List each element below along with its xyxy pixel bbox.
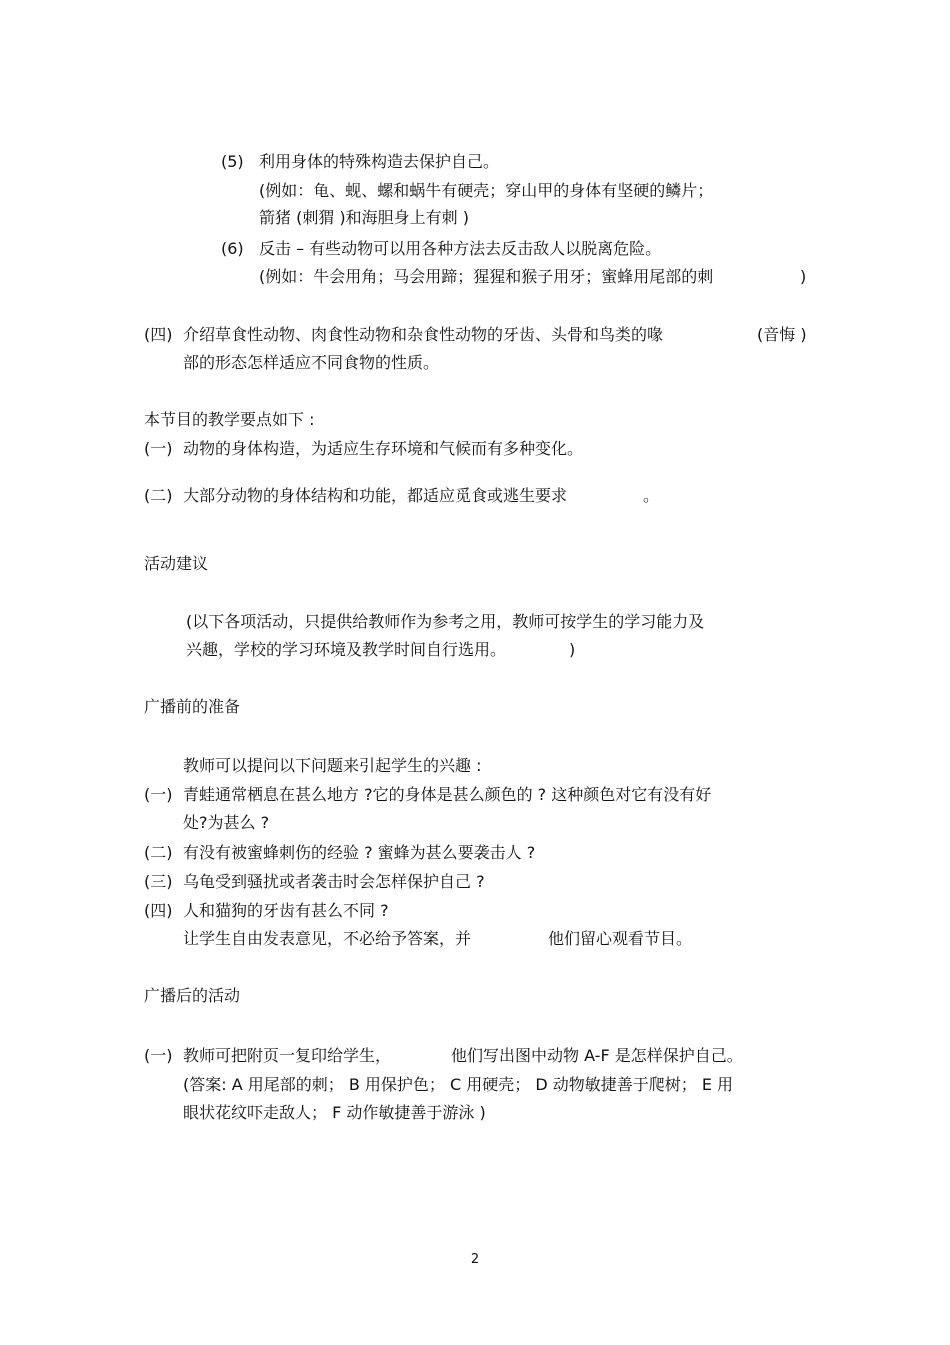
page-number: 2 <box>470 1252 480 1267</box>
paragraph-line: 动物的身体构造，为适应生存环境和气候而有多种变化。 <box>183 439 584 458</box>
paragraph-line: 有没有被蜜蜂刺伤的经验 ? 蜜蜂为甚么要袭击人 ? <box>183 843 536 862</box>
paragraph-line: (例如：龟、蚬、螺和蜗牛有硬壳；穿山甲的身体有坚硬的鳞片； <box>259 181 714 200</box>
item-marker: (四) <box>144 901 173 920</box>
item-marker: (三) <box>144 872 173 891</box>
paragraph-line: 。 <box>643 486 660 505</box>
paragraph-line: ) <box>800 267 807 286</box>
section-heading: 广播后的活动 <box>144 986 241 1005</box>
paragraph-line: 箭猪 (刺猬 )和海胆身上有刺 ) <box>259 208 469 227</box>
paragraph-line: 教师可把附页一复印给学生， <box>183 1046 392 1065</box>
paragraph-line: 反击 – 有些动物可以用各种方法去反击敌人以脱离危险。 <box>259 239 662 258</box>
item-marker: (一) <box>144 1046 173 1065</box>
item-marker: (二) <box>144 843 173 862</box>
paragraph-line: (答案: A 用尾部的刺； B 用保护色； C 用硬壳； D 动物敏捷善于爬树； E 用 <box>183 1075 734 1094</box>
item-marker: (6) <box>221 239 244 258</box>
paragraph-line: 他们写出图中动物 A-F 是怎样保护自己。 <box>451 1046 743 1065</box>
paragraph-line: 他们留心观看节目。 <box>548 929 693 948</box>
paragraph-line: 教师可以提问以下问题来引起学生的兴趣 : <box>183 756 482 775</box>
section-heading: 广播前的准备 <box>144 697 241 716</box>
paragraph-line: 介绍草食性动物、肉食性动物和杂食性动物的牙齿、头骨和鸟类的喙 <box>183 325 664 344</box>
paragraph-line: (音悔 ) <box>757 325 807 344</box>
paragraph-line: 青蛙通常栖息在甚么地方 ?它的身体是甚么颜色的 ? 这种颜色对它有没有好 <box>183 785 712 804</box>
paragraph-line: 利用身体的特殊构造去保护自己。 <box>259 152 500 171</box>
item-marker: (四) <box>144 325 173 344</box>
paragraph-line: (例如：牛会用角；马会用蹄；猩猩和猴子用牙；蜜蜂用尾部的刺 <box>259 267 714 286</box>
paragraph-line: (以下各项活动，只提供给教师作为参考之用，教师可按学生的学习能力及 <box>186 612 705 631</box>
item-marker: (二) <box>144 486 173 505</box>
paragraph-line: 部的形态怎样适应不同食物的性质。 <box>183 353 440 372</box>
paragraph-line: ) <box>569 640 576 659</box>
paragraph-line: 大部分动物的身体结构和功能，都适应觅食或逃生要求 <box>183 486 568 505</box>
paragraph-line: 乌龟受到骚扰或者袭击时会怎样保护自己 ? <box>183 872 485 891</box>
section-intro: 本节目的教学要点如下 : <box>144 410 315 429</box>
section-heading: 活动建议 <box>144 554 209 573</box>
item-marker: (一) <box>144 785 173 804</box>
paragraph-line: 让学生自由发表意见，不必给予答案，并 <box>183 929 472 948</box>
paragraph-line: 处?为甚么 ? <box>183 813 270 832</box>
item-marker: (一) <box>144 439 173 458</box>
item-marker: (5) <box>221 152 244 171</box>
paragraph-line: 眼状花纹吓走敌人； F 动作敏捷善于游泳 ) <box>183 1103 486 1122</box>
paragraph-line: 人和猫狗的牙齿有甚么不同 ? <box>183 901 389 920</box>
paragraph-line: 兴趣，学校的学习环境及教学时间自行选用。 <box>186 640 507 659</box>
